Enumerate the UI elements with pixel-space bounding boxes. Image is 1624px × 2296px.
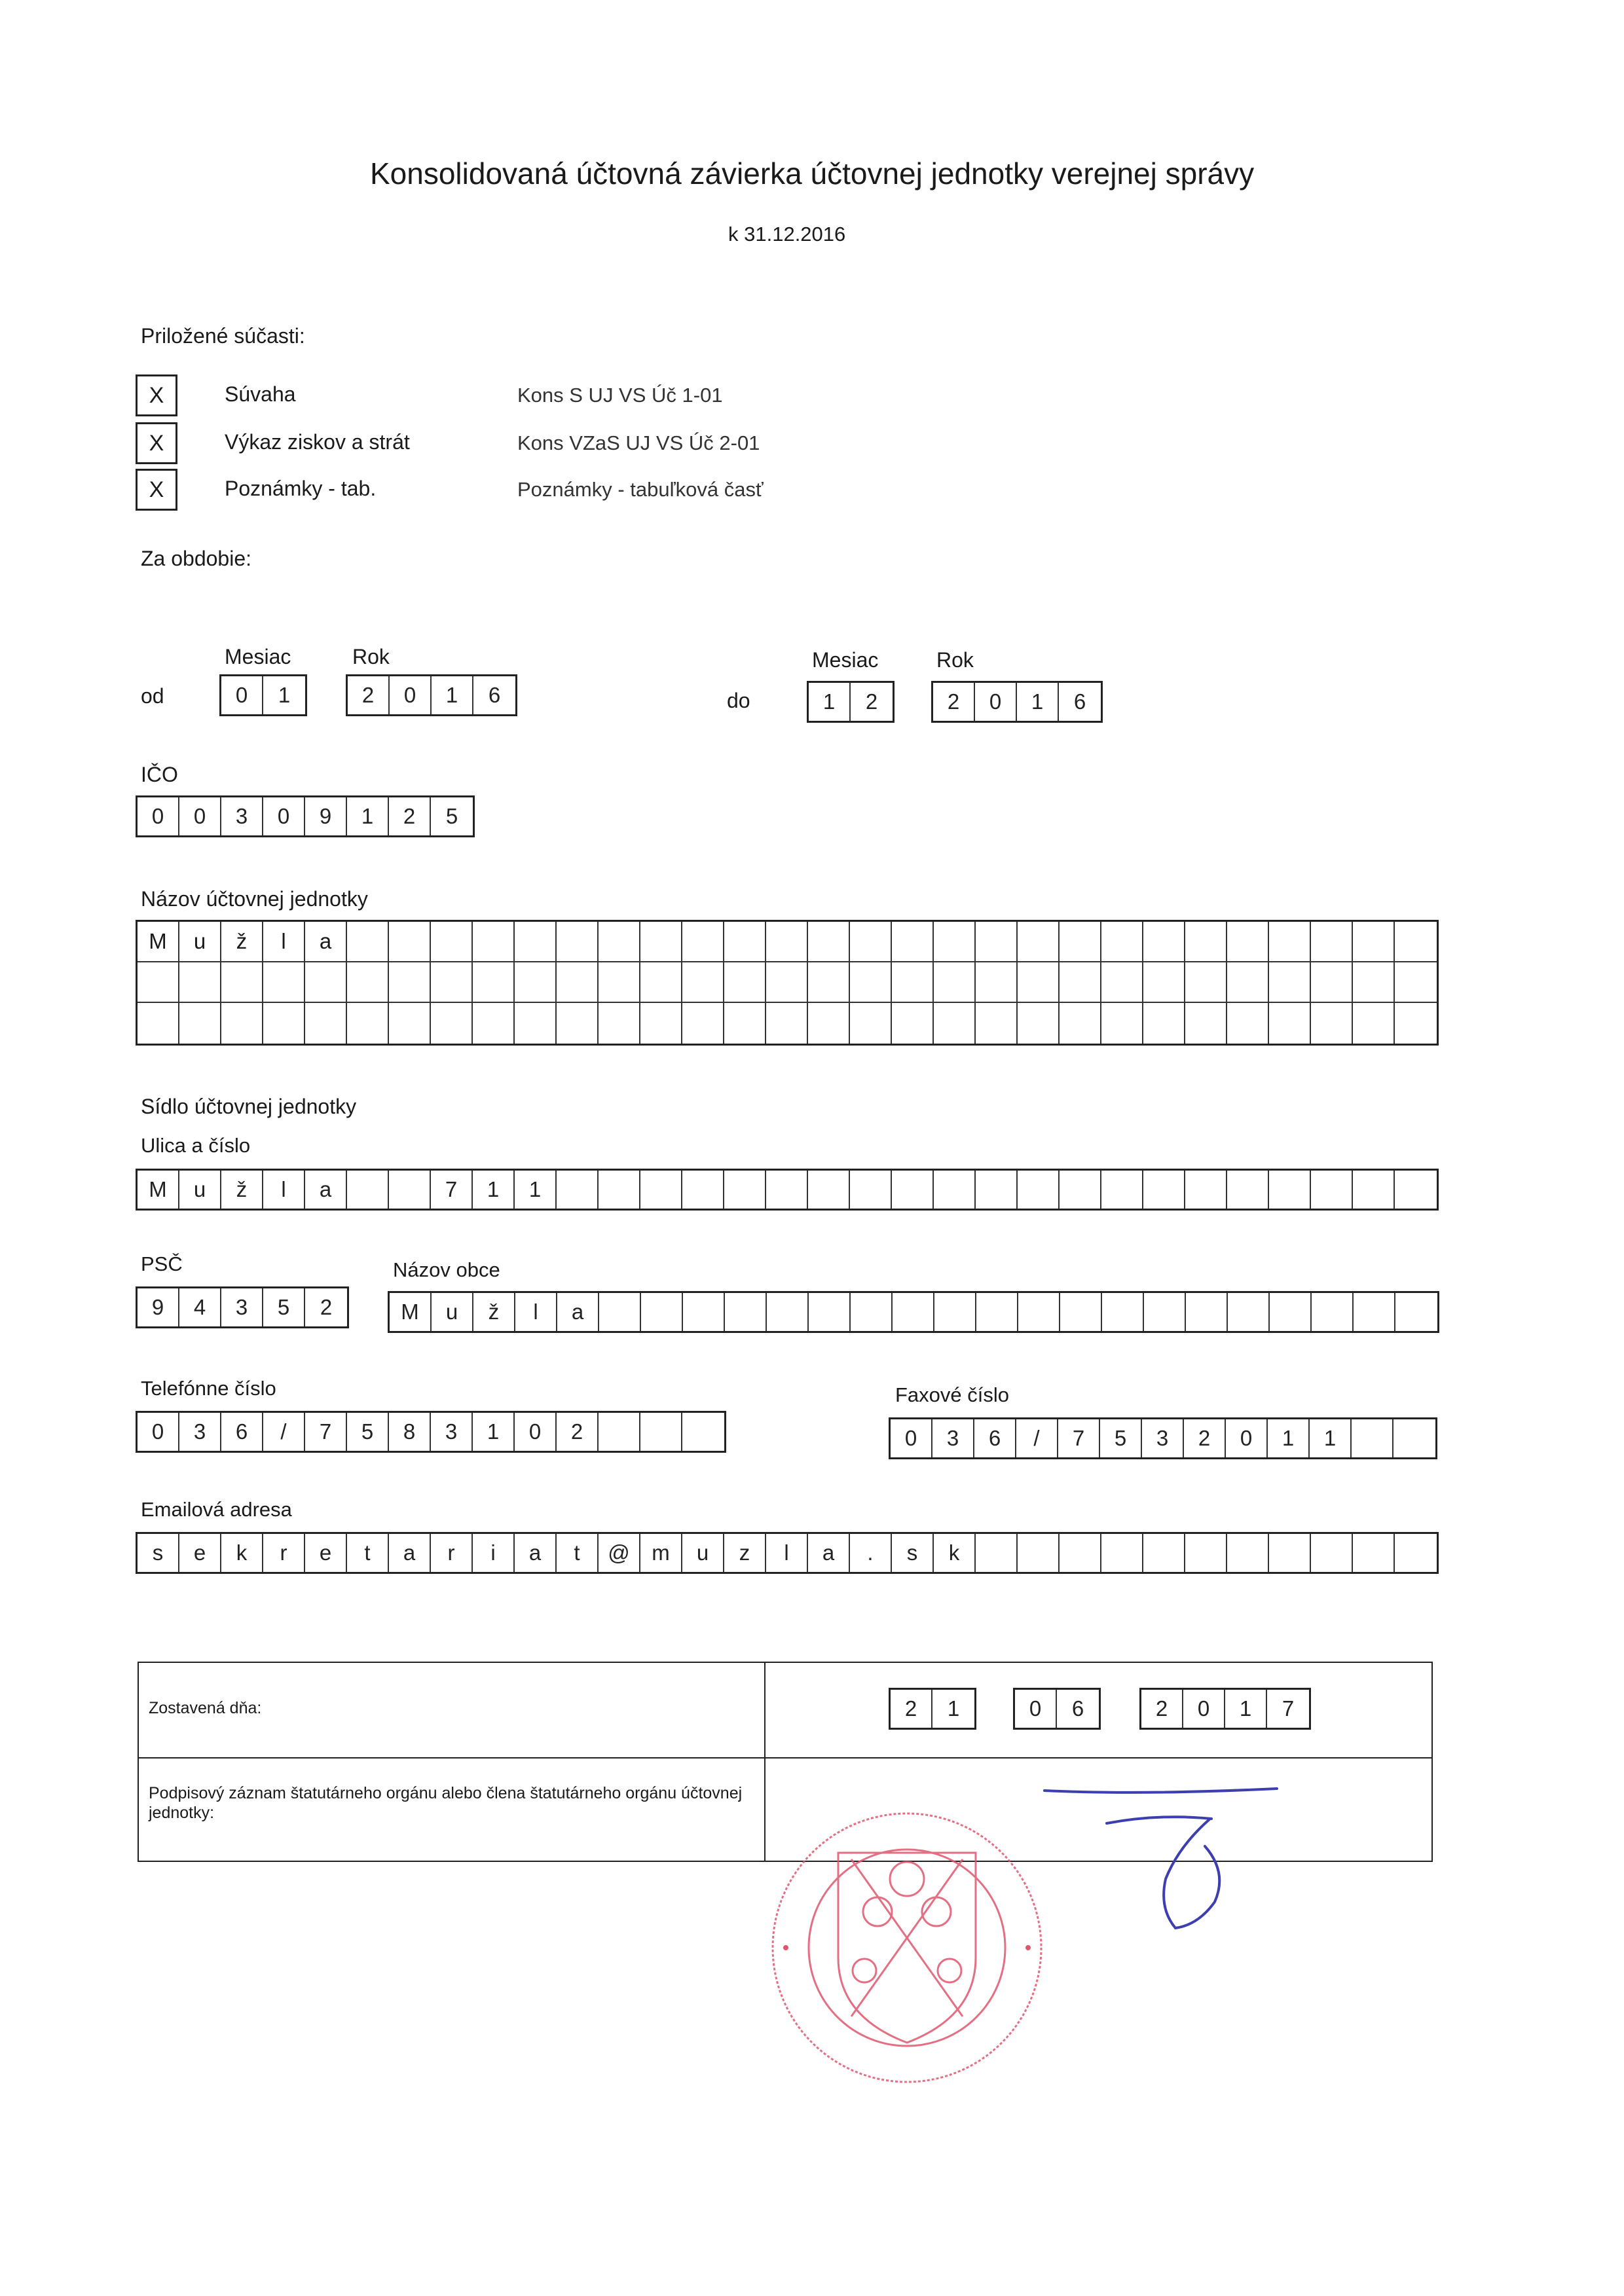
char-cell[interactable] [557, 962, 599, 1002]
compiled-day-boxes[interactable] [889, 1688, 976, 1730]
char-cell[interactable] [1395, 1003, 1437, 1044]
char-cell[interactable]: ž [473, 1293, 515, 1331]
char-cell[interactable] [473, 922, 515, 961]
char-cell[interactable]: e [179, 1534, 221, 1572]
char-cell[interactable] [431, 922, 473, 961]
char-cell[interactable] [389, 922, 431, 961]
name-grid-row [138, 1003, 1437, 1044]
char-cell[interactable]: 0 [1183, 1690, 1225, 1728]
char-cell[interactable]: a [808, 1534, 850, 1572]
char-cell[interactable] [1060, 962, 1101, 1002]
municipal-stamp [760, 1800, 1054, 2095]
attachment-checkbox[interactable]: X [136, 422, 177, 464]
char-cell[interactable]: 5 [1100, 1419, 1142, 1457]
phone-label: Telefónne číslo [141, 1377, 276, 1400]
char-cell[interactable] [557, 1171, 599, 1209]
char-cell[interactable] [347, 922, 389, 961]
char-cell[interactable]: 6 [488, 683, 501, 707]
char-cell[interactable]: a [515, 1534, 557, 1572]
char-cell[interactable]: u [682, 1534, 724, 1572]
char-cell[interactable] [1269, 1171, 1311, 1209]
char-cell[interactable]: 3 [1142, 1419, 1184, 1457]
email-label: Emailová adresa [141, 1498, 292, 1521]
char-cell[interactable]: 8 [389, 1413, 431, 1451]
char-cell[interactable]: 1 [809, 683, 851, 721]
char-cell[interactable] [1270, 1293, 1312, 1331]
char-cell[interactable] [1185, 1003, 1227, 1044]
char-cell[interactable] [808, 922, 850, 961]
char-cell[interactable] [641, 1293, 683, 1331]
char-cell[interactable] [557, 922, 599, 961]
char-cell[interactable] [1060, 1171, 1101, 1209]
char-cell[interactable] [1186, 1293, 1228, 1331]
char-cell[interactable]: 7 [1282, 1696, 1295, 1721]
char-cell[interactable] [1143, 1534, 1185, 1572]
to-month-boxes[interactable] [807, 681, 895, 723]
char-cell[interactable]: l [263, 1171, 305, 1209]
char-cell[interactable]: 0 [221, 676, 263, 714]
char-cell[interactable]: 6 [1071, 1696, 1084, 1721]
char-cell[interactable] [431, 1003, 473, 1044]
from-label: od [141, 684, 164, 708]
char-cell[interactable]: 6 [974, 1419, 1016, 1457]
char-cell[interactable] [850, 922, 892, 961]
char-cell[interactable]: 6 [1073, 689, 1086, 714]
char-cell[interactable] [934, 962, 976, 1002]
char-cell[interactable] [1269, 1003, 1311, 1044]
phone-boxes[interactable] [136, 1411, 726, 1453]
char-cell[interactable] [976, 1171, 1018, 1209]
char-cell[interactable] [347, 962, 389, 1002]
char-cell[interactable]: e [305, 1534, 347, 1572]
char-cell[interactable] [389, 1171, 431, 1209]
char-cell[interactable]: M [138, 922, 179, 961]
char-cell[interactable]: 0 [891, 1419, 932, 1457]
char-cell[interactable] [640, 1413, 682, 1451]
char-cell[interactable] [1102, 1293, 1144, 1331]
char-cell[interactable] [1018, 1534, 1060, 1572]
char-cell[interactable]: 1 [1310, 1419, 1352, 1457]
char-cell[interactable] [1395, 1534, 1437, 1572]
char-cell[interactable] [1353, 962, 1395, 1002]
period-label: Za obdobie: [141, 547, 252, 570]
char-cell[interactable] [1101, 1534, 1143, 1572]
char-cell[interactable] [138, 962, 179, 1002]
attachment-code: Kons S UJ VS Úč 1-01 [517, 384, 723, 407]
char-cell[interactable] [809, 1293, 851, 1331]
attachment-checkbox[interactable]: X [136, 469, 177, 511]
char-cell[interactable]: 1 [1268, 1419, 1310, 1457]
attachment-checkbox[interactable]: X [136, 374, 177, 416]
char-cell[interactable]: 2 [891, 1690, 932, 1728]
char-cell[interactable] [1143, 1171, 1185, 1209]
char-cell[interactable] [976, 1293, 1018, 1331]
char-cell[interactable]: 0 [138, 1413, 179, 1451]
fax-label: Faxové číslo [895, 1383, 1010, 1406]
char-cell[interactable] [1185, 922, 1227, 961]
ico-label: IČO [141, 763, 178, 786]
char-cell[interactable] [347, 1003, 389, 1044]
char-cell[interactable] [1228, 1293, 1270, 1331]
date-line: k 31.12.2016 [728, 223, 846, 246]
char-cell[interactable] [599, 962, 640, 1002]
char-cell[interactable]: 7 [1058, 1419, 1100, 1457]
to-year-label: Rok [936, 648, 974, 672]
char-cell[interactable] [1227, 922, 1269, 961]
char-cell[interactable] [1143, 922, 1185, 961]
char-cell[interactable]: 0 [263, 797, 305, 835]
char-cell[interactable]: M [390, 1293, 432, 1331]
char-cell[interactable]: 2 [348, 676, 390, 714]
char-cell[interactable]: z [724, 1534, 766, 1572]
char-cell[interactable]: 1 [432, 676, 473, 714]
char-cell[interactable] [1395, 1293, 1437, 1331]
char-cell[interactable]: 2 [933, 683, 975, 721]
char-cell[interactable] [976, 1003, 1018, 1044]
char-cell[interactable]: 2 [865, 689, 878, 714]
char-cell[interactable] [976, 922, 1018, 961]
char-cell[interactable] [934, 1171, 976, 1209]
char-cell[interactable]: 6 [221, 1413, 263, 1451]
char-cell[interactable] [1143, 962, 1185, 1002]
char-cell[interactable]: 9 [305, 797, 347, 835]
char-cell[interactable]: 0 [1015, 1690, 1057, 1728]
char-cell[interactable] [682, 1171, 724, 1209]
char-cell[interactable] [934, 1003, 976, 1044]
char-cell[interactable] [1143, 1003, 1185, 1044]
char-cell[interactable] [724, 1003, 766, 1044]
char-cell[interactable] [1227, 962, 1269, 1002]
char-cell[interactable]: 2 [389, 797, 431, 835]
street-label: Ulica a číslo [141, 1134, 251, 1157]
char-cell[interactable]: u [179, 922, 221, 961]
char-cell[interactable] [1185, 1534, 1227, 1572]
char-cell[interactable] [1395, 922, 1437, 961]
psc-label: PSČ [141, 1252, 183, 1275]
char-cell[interactable] [1353, 922, 1395, 961]
char-cell[interactable] [1312, 1293, 1354, 1331]
char-cell[interactable] [1018, 1171, 1060, 1209]
char-cell[interactable] [515, 962, 557, 1002]
name-label: Názov účtovnej jednotky [141, 887, 368, 911]
char-cell[interactable]: / [1016, 1419, 1058, 1457]
char-cell[interactable]: k [934, 1534, 976, 1572]
char-cell[interactable]: @ [599, 1534, 640, 1572]
char-cell[interactable] [557, 1003, 599, 1044]
char-cell[interactable]: i [473, 1534, 515, 1572]
char-cell[interactable] [976, 962, 1018, 1002]
char-cell[interactable] [1395, 1171, 1437, 1209]
char-cell[interactable]: r [263, 1534, 305, 1572]
char-cell[interactable] [808, 962, 850, 1002]
char-cell[interactable] [1018, 1003, 1060, 1044]
char-cell[interactable] [1185, 962, 1227, 1002]
char-cell[interactable] [179, 1003, 221, 1044]
char-cell[interactable] [1227, 1534, 1269, 1572]
char-cell[interactable]: l [263, 922, 305, 961]
char-cell[interactable] [1018, 1293, 1060, 1331]
char-cell[interactable] [1395, 962, 1437, 1002]
char-cell[interactable]: 3 [431, 1413, 473, 1451]
ico-boxes[interactable] [136, 795, 475, 837]
char-cell[interactable] [892, 1003, 934, 1044]
char-cell[interactable] [892, 1171, 934, 1209]
char-cell[interactable] [682, 962, 724, 1002]
char-cell[interactable] [1311, 962, 1353, 1002]
char-cell[interactable]: 1 [947, 1696, 960, 1721]
char-cell[interactable]: s [892, 1534, 934, 1572]
char-cell[interactable] [766, 1171, 808, 1209]
char-cell[interactable] [599, 1003, 640, 1044]
char-cell[interactable] [767, 1293, 809, 1331]
char-cell[interactable]: a [557, 1293, 599, 1331]
char-cell[interactable]: s [138, 1534, 179, 1572]
char-cell[interactable] [892, 922, 934, 961]
char-cell[interactable] [305, 1003, 347, 1044]
attachment-code: Kons VZaS UJ VS Úč 2-01 [517, 431, 760, 454]
char-cell[interactable] [263, 1003, 305, 1044]
char-cell[interactable] [1227, 1003, 1269, 1044]
char-cell[interactable] [473, 1003, 515, 1044]
char-cell[interactable] [305, 962, 347, 1002]
char-cell[interactable]: t [557, 1534, 599, 1572]
char-cell[interactable] [515, 1003, 557, 1044]
char-cell[interactable] [599, 1171, 640, 1209]
char-cell[interactable] [724, 962, 766, 1002]
char-cell[interactable] [263, 962, 305, 1002]
char-cell[interactable] [389, 1003, 431, 1044]
char-cell[interactable]: . [850, 1534, 892, 1572]
char-cell[interactable] [1101, 1171, 1143, 1209]
char-cell[interactable]: a [389, 1534, 431, 1572]
char-cell[interactable]: 3 [221, 1288, 263, 1326]
name-grid[interactable] [136, 920, 1439, 1046]
char-cell[interactable]: 0 [975, 683, 1017, 721]
char-cell[interactable] [347, 1171, 389, 1209]
char-cell[interactable] [1353, 1534, 1395, 1572]
char-cell[interactable]: ž [221, 1171, 263, 1209]
char-cell[interactable]: 2 [1184, 1419, 1226, 1457]
char-cell[interactable] [1185, 1171, 1227, 1209]
char-cell[interactable]: k [221, 1534, 263, 1572]
char-cell[interactable] [1144, 1293, 1186, 1331]
char-cell[interactable] [1269, 1534, 1311, 1572]
char-cell[interactable]: 2 [1141, 1690, 1183, 1728]
char-cell[interactable] [599, 922, 640, 961]
char-cell[interactable]: 3 [932, 1419, 974, 1457]
char-cell[interactable] [389, 962, 431, 1002]
char-cell[interactable]: l [766, 1534, 808, 1572]
char-cell[interactable] [1101, 922, 1143, 961]
char-cell[interactable]: 4 [179, 1288, 221, 1326]
char-cell[interactable]: 5 [445, 804, 458, 828]
compiled-year-boxes[interactable] [1139, 1688, 1311, 1730]
char-cell[interactable]: ž [221, 922, 263, 961]
char-cell[interactable] [850, 962, 892, 1002]
char-cell[interactable]: 7 [305, 1413, 347, 1451]
signature-label: Podpisový záznam štatutárneho orgánu alebo člena štatutárneho orgánu účtovnej jednotky: [149, 1784, 743, 1822]
char-cell[interactable] [934, 922, 976, 961]
char-cell[interactable]: 3 [221, 797, 263, 835]
char-cell[interactable]: a [305, 1171, 347, 1209]
char-cell[interactable] [1269, 962, 1311, 1002]
char-cell[interactable] [640, 922, 682, 961]
char-cell[interactable] [1352, 1419, 1393, 1457]
char-cell[interactable] [640, 1003, 682, 1044]
town-label: Názov obce [393, 1258, 500, 1281]
char-cell[interactable] [640, 1171, 682, 1209]
char-cell[interactable] [1018, 922, 1060, 961]
char-cell[interactable] [515, 922, 557, 961]
char-cell[interactable] [1311, 1003, 1353, 1044]
char-cell[interactable] [599, 1293, 641, 1331]
attachment-name: Poznámky - tab. [225, 477, 377, 500]
street-boxes[interactable] [136, 1169, 1439, 1211]
char-cell[interactable]: t [347, 1534, 389, 1572]
compiled-label: Zostavená dňa: [149, 1699, 262, 1717]
char-cell[interactable]: 0 [1226, 1419, 1268, 1457]
char-cell[interactable] [179, 962, 221, 1002]
char-cell[interactable]: u [179, 1171, 221, 1209]
char-cell[interactable] [1353, 1003, 1395, 1044]
char-cell[interactable] [934, 1293, 976, 1331]
char-cell[interactable] [1060, 1534, 1101, 1572]
to-year-boxes[interactable] [931, 681, 1103, 723]
char-cell[interactable]: 1 [473, 1413, 515, 1451]
char-cell[interactable] [1269, 922, 1311, 961]
char-cell[interactable] [683, 1293, 725, 1331]
char-cell[interactable] [221, 962, 263, 1002]
char-cell[interactable] [724, 1171, 766, 1209]
char-cell[interactable] [431, 962, 473, 1002]
char-cell[interactable]: a [305, 922, 347, 961]
attachment-name: Výkaz ziskov a strát [225, 430, 410, 454]
char-cell[interactable] [640, 962, 682, 1002]
char-cell[interactable]: 3 [179, 1413, 221, 1451]
char-cell[interactable]: 1 [278, 683, 291, 707]
char-cell[interactable]: / [263, 1413, 305, 1451]
char-cell[interactable] [221, 1003, 263, 1044]
handwritten-signature [1041, 1768, 1290, 1938]
char-cell[interactable] [893, 1293, 934, 1331]
char-cell[interactable] [473, 962, 515, 1002]
char-cell[interactable] [1060, 922, 1101, 961]
from-year-boxes[interactable] [346, 674, 517, 716]
char-cell[interactable]: 9 [138, 1288, 179, 1326]
char-cell[interactable] [766, 962, 808, 1002]
char-cell[interactable]: 2 [320, 1295, 333, 1319]
name-grid-row [138, 922, 1437, 962]
email-boxes[interactable] [136, 1532, 1439, 1574]
char-cell[interactable]: u [432, 1293, 473, 1331]
char-cell[interactable] [599, 1413, 640, 1451]
from-year-label: Rok [352, 645, 390, 668]
compiled-month-boxes[interactable] [1013, 1688, 1101, 1730]
char-cell[interactable]: 0 [390, 676, 432, 714]
attachment-code: Poznámky - tabuľková časť [517, 478, 764, 501]
char-cell[interactable] [766, 1003, 808, 1044]
char-cell[interactable] [808, 1171, 850, 1209]
attachment-name: Súvaha [225, 382, 296, 406]
char-cell[interactable]: 1 [473, 1171, 515, 1209]
char-cell[interactable] [1101, 962, 1143, 1002]
char-cell[interactable] [1060, 1293, 1102, 1331]
char-cell[interactable]: 5 [263, 1288, 305, 1326]
char-cell[interactable]: 2 [557, 1413, 599, 1451]
char-cell[interactable] [1060, 1003, 1101, 1044]
char-cell[interactable]: M [138, 1171, 179, 1209]
char-cell[interactable] [682, 1413, 724, 1451]
char-cell[interactable] [1354, 1293, 1395, 1331]
char-cell[interactable]: 0 [179, 797, 221, 835]
document-title: Konsolidovaná účtovná závierka účtovnej jednotky verejnej správy [370, 156, 1255, 191]
from-month-label: Mesiac [225, 645, 291, 668]
char-cell[interactable] [850, 1003, 892, 1044]
char-cell[interactable] [976, 1534, 1018, 1572]
char-cell[interactable] [1018, 962, 1060, 1002]
char-cell[interactable] [850, 1171, 892, 1209]
to-month-label: Mesiac [812, 648, 879, 672]
char-cell[interactable] [682, 1003, 724, 1044]
from-month-boxes[interactable] [219, 674, 307, 716]
char-cell[interactable] [1101, 1003, 1143, 1044]
char-cell[interactable] [892, 962, 934, 1002]
name-grid-row [138, 962, 1437, 1003]
char-cell[interactable]: l [515, 1293, 557, 1331]
char-cell[interactable] [1311, 1171, 1353, 1209]
char-cell[interactable] [766, 922, 808, 961]
char-cell[interactable]: r [431, 1534, 473, 1572]
char-cell[interactable]: 1 [1017, 683, 1059, 721]
char-cell[interactable]: 1 [1225, 1690, 1267, 1728]
fax-boxes[interactable] [889, 1417, 1437, 1459]
char-cell[interactable] [682, 922, 724, 961]
char-cell[interactable]: 1 [515, 1171, 557, 1209]
to-label: do [727, 689, 750, 712]
psc-boxes[interactable] [136, 1286, 349, 1328]
char-cell[interactable] [724, 922, 766, 961]
char-cell[interactable] [808, 1003, 850, 1044]
char-cell[interactable]: 5 [347, 1413, 389, 1451]
char-cell[interactable]: 7 [431, 1171, 473, 1209]
char-cell[interactable]: 0 [138, 797, 179, 835]
char-cell[interactable] [851, 1293, 893, 1331]
char-cell[interactable]: 1 [347, 797, 389, 835]
char-cell[interactable] [1227, 1171, 1269, 1209]
char-cell[interactable] [725, 1293, 767, 1331]
char-cell[interactable] [1393, 1419, 1435, 1457]
char-cell[interactable]: 0 [515, 1413, 557, 1451]
town-boxes[interactable] [388, 1291, 1439, 1333]
char-cell[interactable]: m [640, 1534, 682, 1572]
char-cell[interactable] [1311, 922, 1353, 961]
seat-label: Sídlo účtovnej jednotky [141, 1095, 357, 1118]
char-cell[interactable] [1353, 1171, 1395, 1209]
char-cell[interactable] [138, 1003, 179, 1044]
attached-label: Priložené súčasti: [141, 324, 305, 348]
char-cell[interactable] [1311, 1534, 1353, 1572]
